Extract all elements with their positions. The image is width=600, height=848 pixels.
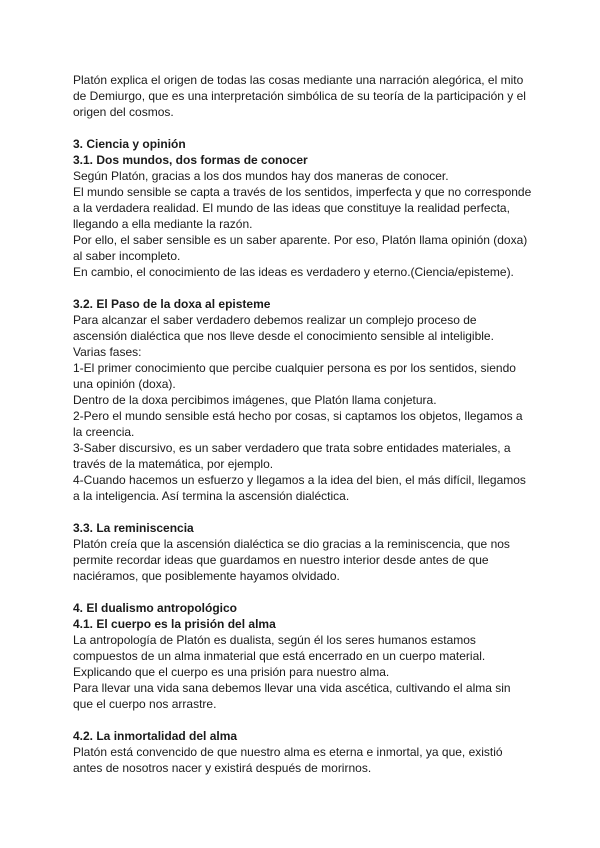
paragraph: En cambio, el conocimiento de las ideas es verdadero y eterno.(Ciencia/episteme).	[73, 265, 514, 279]
paragraph: El mundo sensible se capta a través de los sentidos, imperfecta y que no corresponde a la verdadera realidad. El mundo de las ideas que constituye la realidad perfecta, llegando a ella mediante la razón.	[73, 185, 532, 231]
document-page	[73, 72, 533, 776]
subsection-heading: 3.3. La reminiscencia	[73, 521, 194, 535]
paragraph: Para llevar una vida sana debemos llevar una vida ascética, cultivando el alma sin que el cuerpo nos arrastre.	[73, 681, 511, 711]
intro-paragraph: Platón explica el origen de todas las cosas mediante una narración alegórica, el mito de Demiurgo, que es una interpretación simbólica de su teoría de la participación y el origen del cosmos.	[73, 73, 526, 119]
paragraph: Varias fases:	[73, 345, 142, 359]
spacer	[73, 504, 533, 520]
section-heading: 4. El dualismo antropológico	[73, 601, 238, 615]
paragraph: Según Platón, gracias a los dos mundos hay dos maneras de conocer.	[73, 169, 449, 183]
subsection-heading: 4.2. La inmortalidad del alma	[73, 729, 238, 743]
paragraph: 2-Pero el mundo sensible está hecho por cosas, si captamos los objetos, llegamos a la creencia.	[73, 409, 523, 439]
section-heading: 3. Ciencia y opinión	[73, 137, 186, 151]
paragraph: 1-El primer conocimiento que percibe cualquier persona es por los sentidos, siendo una opinión (doxa).	[73, 361, 516, 391]
paragraph: Platón está convencido de que nuestro alma es eterna e inmortal, ya que, existió antes de nosotros nacer y existirá después de morirnos.	[73, 745, 503, 775]
paragraph: Dentro de la doxa percibimos imágenes, que Platón llama conjetura.	[73, 393, 437, 407]
subsection-heading: 4.1. El cuerpo es la prisión del alma	[73, 617, 276, 631]
paragraph: La antropología de Platón es dualista, según él los seres humanos estamos compuestos de un alma inmaterial que está encerrado en un cuerpo material.	[73, 633, 486, 663]
spacer	[73, 584, 533, 600]
paragraph: Por ello, el saber sensible es un saber aparente. Por eso, Platón llama opinión (doxa) al saber incompleto.	[73, 233, 528, 263]
paragraph: 4-Cuando hacemos un esfuerzo y llegamos a la idea del bien, el más difícil, llegamos a la inteligencia. Así termina la ascensión dialéctica.	[73, 473, 526, 503]
paragraph: Para alcanzar el saber verdadero debemos realizar un complejo proceso de ascensión dialéctica que nos lleve desde el conocimiento sensible al inteligible.	[73, 313, 494, 343]
spacer	[73, 120, 533, 136]
subsection-heading: 3.1. Dos mundos, dos formas de conocer	[73, 153, 308, 167]
paragraph: 3-Saber discursivo, es un saber verdadero que trata sobre entidades materiales, a través de la matemática, por ejemplo.	[73, 441, 511, 471]
subsection-heading: 3.2. El Paso de la doxa al episteme	[73, 297, 271, 311]
spacer	[73, 280, 533, 296]
spacer	[73, 712, 533, 728]
paragraph: Explicando que el cuerpo es una prisión para nuestro alma.	[73, 665, 390, 679]
paragraph: Platón creía que la ascensión dialéctica se dio gracias a la reminiscencia, que nos permite recordar ideas que guardamos en nuestro interior desde antes de que naciéramos, que posiblemente hayamos olvidado.	[73, 537, 510, 583]
